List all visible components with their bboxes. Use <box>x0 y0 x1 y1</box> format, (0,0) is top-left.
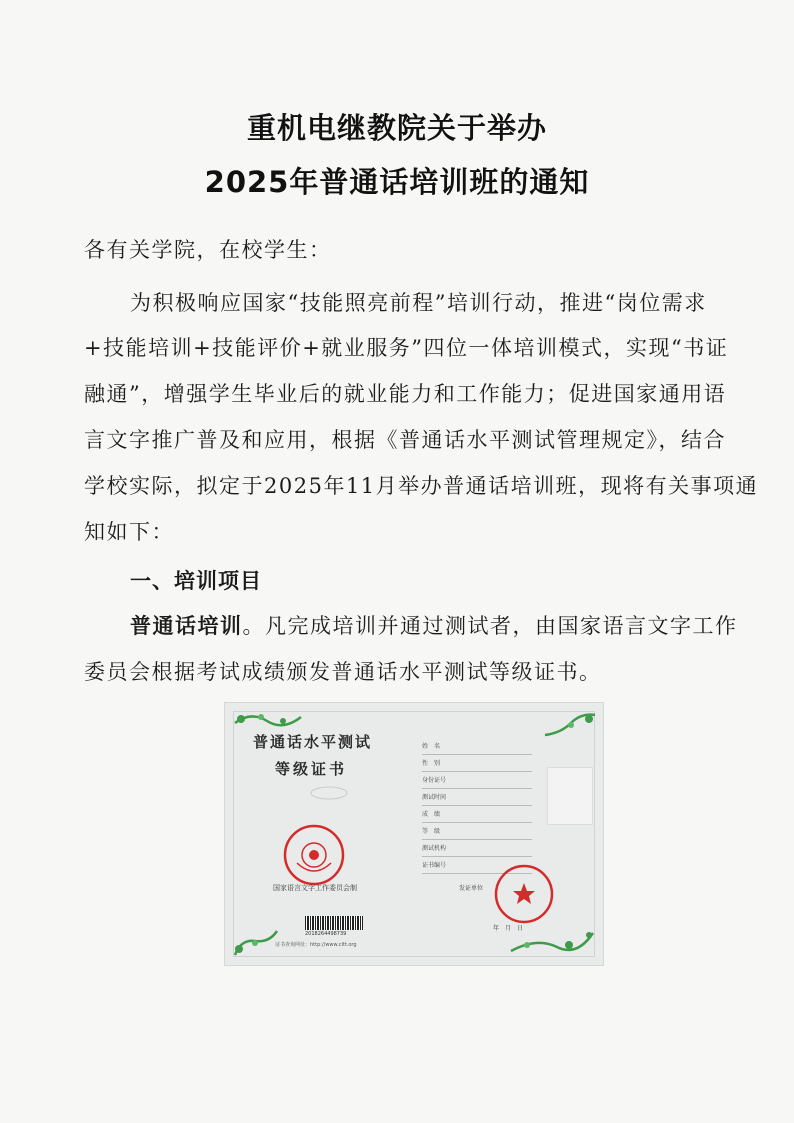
section-body-line1 <box>130 610 738 640</box>
emblem-watermark-icon <box>309 785 349 801</box>
date-label: 年 月 日 <box>493 925 524 932</box>
field-id: 身份证号 <box>422 775 532 789</box>
vine-decoration-icon <box>541 709 599 743</box>
section-body-rest: 。凡完成培训并通过测试者，由国家语言文字工作 <box>242 614 738 638</box>
photo-placeholder <box>547 767 593 825</box>
section-bold-term: 普通话培训 <box>130 614 243 638</box>
paragraph-line: 为积极响应国家“技能照亮前程”培训行动，推进“岗位需求 <box>130 291 707 315</box>
section-heading: 一、培训项目 <box>130 569 262 593</box>
notice-title-line1: 重机电继教院关于举办 <box>246 111 547 145</box>
section-body-line2: 委员会根据考试成绩颁发普通话水平测试等级证书。 <box>84 660 602 684</box>
paragraph-line: 言文字推广普及和应用，根据《普通话水平测试管理规定》，结合 <box>84 428 726 452</box>
salutation: 各有关学院，在校学生： <box>84 238 332 262</box>
certificate-subtitle: 等级证书 <box>275 760 348 778</box>
paragraph-line: 融通”，增强学生毕业后的就业能力和工作能力；促进国家通用语 <box>84 382 727 406</box>
field-name: 姓 名 <box>422 741 532 755</box>
field-level: 等 级 <box>422 826 532 840</box>
barcode <box>305 916 363 930</box>
field-score: 成 绩 <box>422 809 532 823</box>
notice-title-line2: 2025年普通话培训班的通知 <box>204 165 590 199</box>
issuer-text: 国家语言文字工作委员会制 <box>273 884 357 892</box>
field-time: 测试时间 <box>422 792 532 806</box>
query-url: 证书查询网址：http://www.cltt.org <box>275 942 357 948</box>
field-gender: 性 别 <box>422 758 532 772</box>
office-seal-icon <box>491 863 557 925</box>
certificate-image <box>224 702 604 966</box>
field-cert-no: 证书编号 <box>422 860 532 874</box>
barcode-number: 2018264498739 <box>305 931 347 937</box>
paragraph-line: +技能培训+技能评价+就业服务”四位一体培训模式，实现“书证 <box>84 336 729 360</box>
paragraph-line: 知如下： <box>84 520 174 544</box>
paragraph-line: 学校实际，拟定于2025年11月举办普通话培训班，现将有关事项通 <box>84 474 759 498</box>
official-seal-icon <box>279 823 349 887</box>
field-agency: 测试机构 <box>422 843 532 857</box>
certificate-title: 普通话水平测试 <box>253 733 373 751</box>
issue-unit-label: 发证单位 <box>459 885 484 892</box>
vine-decoration-icon <box>231 925 281 959</box>
